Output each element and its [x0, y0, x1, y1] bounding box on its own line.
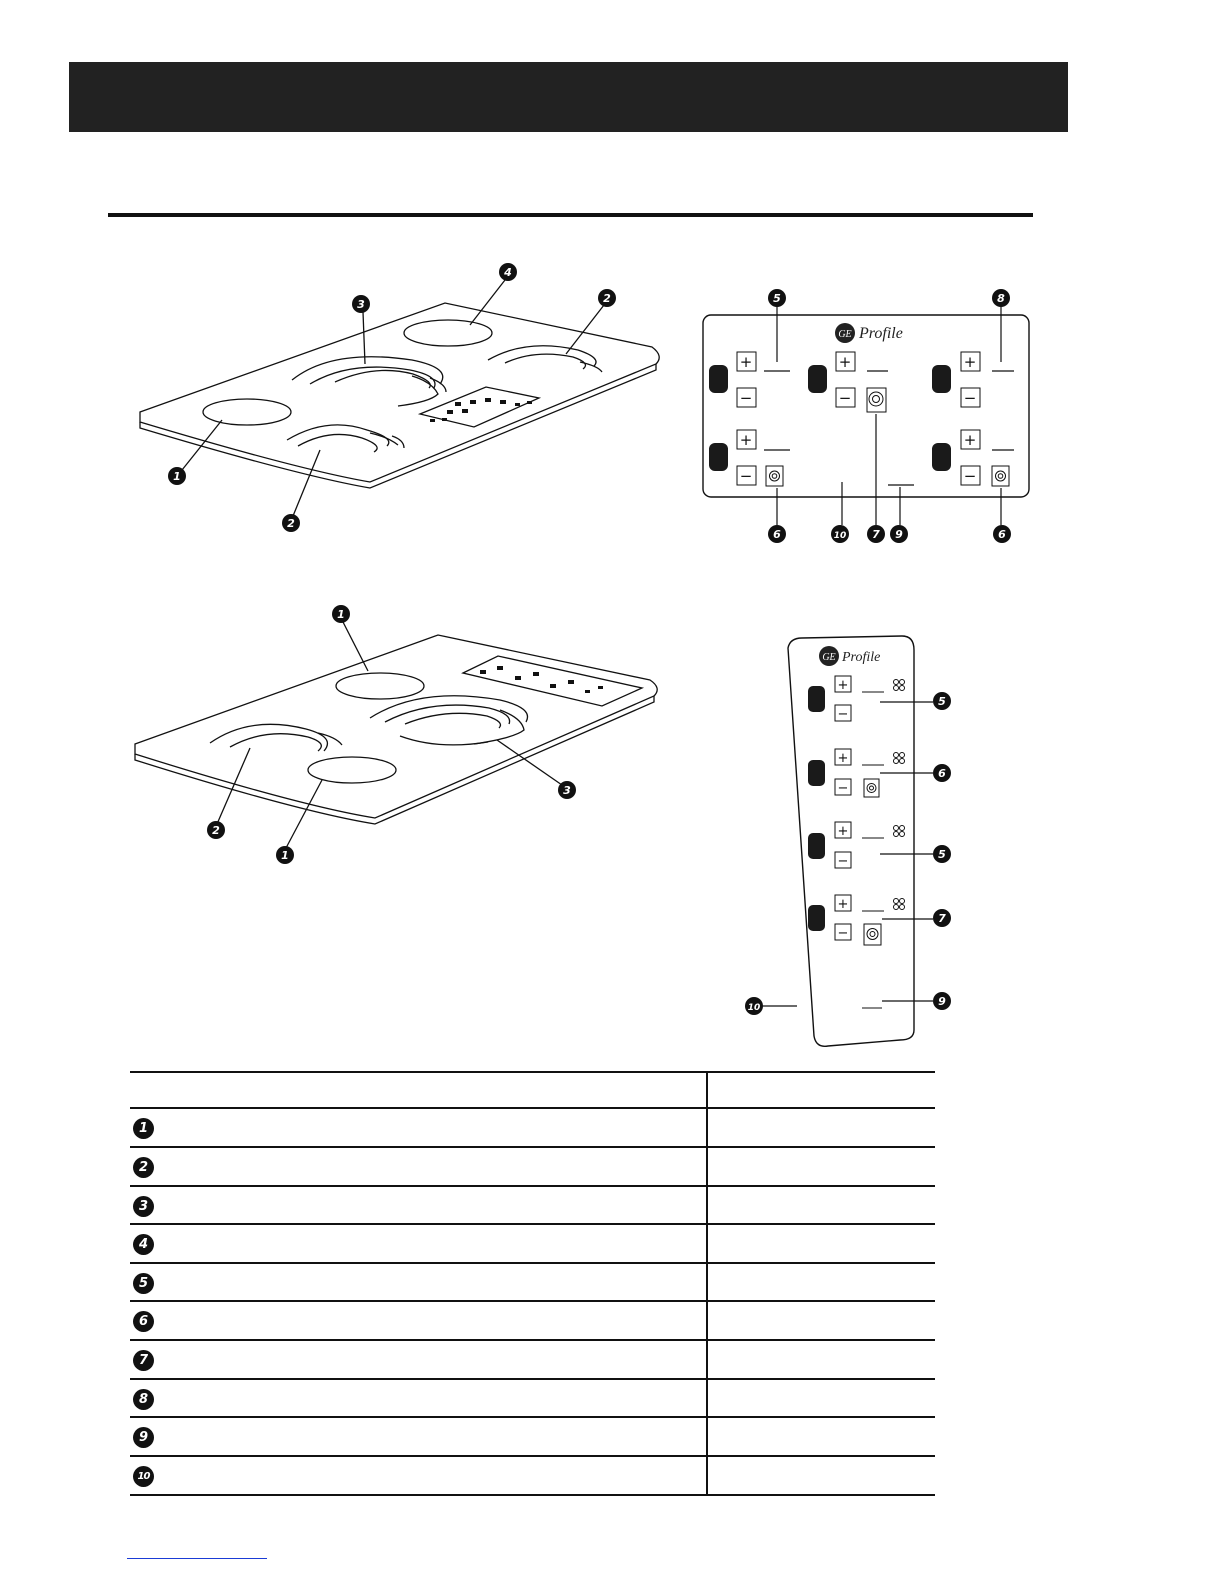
svg-text:+: +: [837, 751, 849, 766]
row-number-badge: 1: [133, 1118, 154, 1139]
footer-link-underline[interactable]: [127, 1558, 267, 1559]
svg-text:GE: GE: [838, 329, 852, 340]
table-header-row: [130, 1071, 935, 1109]
callout-num: 5: [938, 848, 946, 861]
table-row: [130, 1455, 935, 1495]
svg-text:−: −: [963, 467, 977, 485]
row-number-badge: 5: [133, 1273, 154, 1294]
svg-text:Profile: Profile: [859, 325, 903, 342]
table-row: [130, 1378, 935, 1418]
callout-num: 5: [938, 695, 946, 708]
svg-text:+: +: [837, 678, 849, 693]
svg-text:+: +: [838, 353, 852, 371]
table-row: [130, 1300, 935, 1340]
svg-text:+: +: [963, 353, 977, 371]
cooktop-top-illustration: [140, 280, 659, 516]
table-row: [130, 1146, 935, 1186]
table-row: [130, 1223, 935, 1263]
callout-num: 7: [872, 528, 880, 541]
svg-text:−: −: [837, 926, 849, 941]
svg-text:−: −: [837, 854, 849, 869]
callout-num: 1: [281, 849, 289, 862]
table-column-divider: [706, 1071, 708, 1496]
row-number-badge: 9: [133, 1427, 154, 1448]
callout-num: 9: [938, 995, 946, 1008]
ge-logo: [819, 646, 880, 666]
svg-text:+: +: [963, 431, 977, 449]
cooktop-bottom-illustration: [135, 622, 657, 848]
callout-num: 3: [357, 298, 365, 311]
control-panel-top: [703, 289, 1029, 543]
row-number-badge: 10: [133, 1466, 154, 1487]
control-panel-bottom: [745, 636, 951, 1046]
callout-num: 2: [212, 824, 220, 837]
callout-num: 9: [895, 528, 903, 541]
svg-text:+: +: [837, 897, 849, 912]
callout-num: 10: [833, 531, 847, 541]
row-number-badge: 8: [133, 1389, 154, 1410]
svg-text:−: −: [739, 389, 753, 407]
row-number-badge: 4: [133, 1234, 154, 1255]
svg-text:−: −: [837, 781, 849, 796]
row-number-badge: 2: [133, 1157, 154, 1178]
svg-text:+: +: [739, 353, 753, 371]
table-row: [130, 1416, 935, 1456]
callout-num: 2: [603, 292, 611, 305]
cooktop-bottom-callouts: [207, 605, 576, 864]
callout-num: 6: [998, 528, 1006, 541]
table-row: [130, 1185, 935, 1225]
callout-num: 1: [337, 608, 345, 621]
callout-num: 6: [773, 528, 781, 541]
svg-text:−: −: [838, 389, 852, 407]
callout-num: 6: [938, 767, 946, 780]
row-number-badge: 6: [133, 1311, 154, 1332]
callout-num: 10: [747, 1003, 761, 1013]
cooktop-top-callouts: [168, 263, 616, 532]
ge-logo: [835, 323, 903, 343]
callout-num: 1: [173, 470, 181, 483]
svg-text:GE: GE: [822, 652, 836, 663]
table-row: [130, 1339, 935, 1379]
svg-text:−: −: [963, 389, 977, 407]
table-row: [130, 1262, 935, 1302]
row-number-badge: 7: [133, 1350, 154, 1371]
svg-text:−: −: [837, 707, 849, 722]
svg-text:+: +: [837, 824, 849, 839]
svg-text:Profile: Profile: [842, 650, 881, 665]
table-bottom-rule: [130, 1494, 935, 1496]
svg-text:+: +: [739, 431, 753, 449]
callout-num: 4: [504, 266, 512, 279]
callout-num: 8: [997, 292, 1005, 305]
svg-text:−: −: [739, 467, 753, 485]
table-row: [130, 1107, 935, 1147]
callout-num: 3: [563, 784, 571, 797]
row-number-badge: 3: [133, 1196, 154, 1217]
callout-num: 2: [287, 517, 295, 530]
callout-num: 7: [938, 912, 946, 925]
callout-num: 5: [773, 292, 781, 305]
